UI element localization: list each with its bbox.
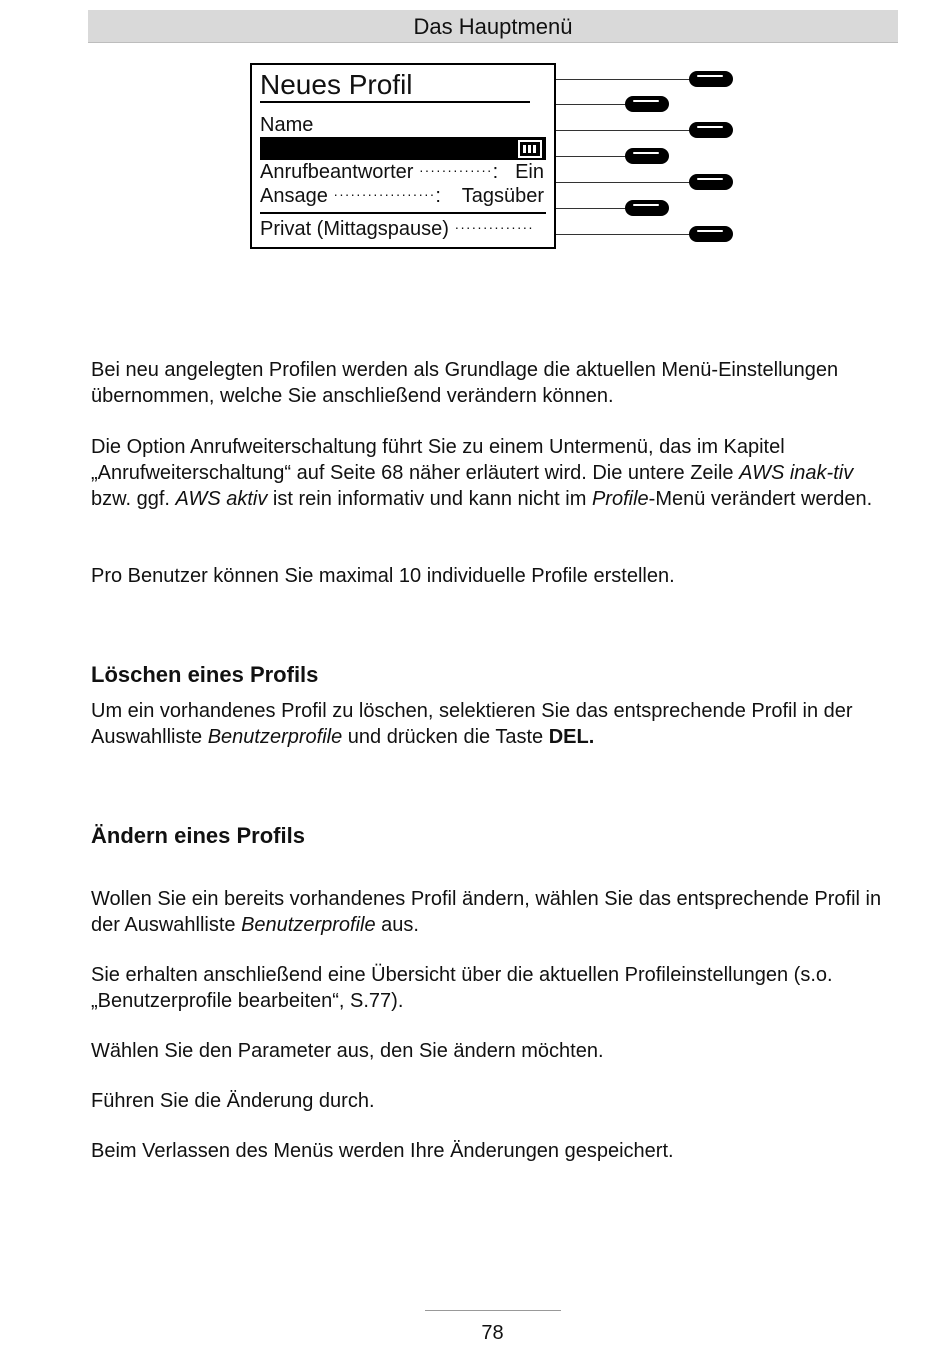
text-span: und drücken die Taste xyxy=(342,726,549,748)
row-leader-dots: ············· xyxy=(418,162,493,178)
paragraph-call-forwarding xyxy=(91,434,891,512)
display-divider xyxy=(260,212,546,214)
row-label: Privat (Mittagspause) xyxy=(260,218,449,240)
softkey-line xyxy=(556,234,690,235)
paragraph-select-parameter: Wählen Sie den Parameter aus, den Sie ändern möchten. xyxy=(91,1040,604,1062)
paragraph-overview: Sie erhalten anschließend eine Übersicht über die aktuellen Profileinstellungen (s.o. „Benutzerprofile bearbeiten“, S.77). xyxy=(91,964,833,1012)
softkey-line xyxy=(556,104,626,105)
paragraph-edit-profile xyxy=(91,886,891,938)
emphasis-aws-inaktiv: AWS inak-tiv xyxy=(739,462,854,484)
emphasis-benutzerprofile: Benutzerprofile xyxy=(241,914,376,936)
text-span: ist rein informativ und kann nicht im xyxy=(267,488,592,510)
row-label: Ansage xyxy=(260,185,328,207)
display-name-input-highlight xyxy=(260,137,546,160)
page-header xyxy=(88,10,898,43)
softkey-line xyxy=(556,182,690,183)
display-title-underline xyxy=(260,101,530,103)
softkey-line xyxy=(556,130,690,131)
row-value: Ein xyxy=(515,161,544,183)
paragraph-new-profiles: Bei neu angelegten Profilen werden als Grundlage die aktuellen Menü-Einstellungen übernommen, welche Sie anschließend verändern können. xyxy=(91,359,839,407)
softkey-5[interactable] xyxy=(689,174,733,190)
softkey-line xyxy=(556,208,626,209)
text-span: Um ein vorhandenes Profil zu löschen, selektieren Sie das entsprechende Profil in der Auswahlliste xyxy=(91,700,853,748)
softkey-3[interactable] xyxy=(689,122,733,138)
header-title: Das Hauptmenü xyxy=(413,14,573,39)
strong-del-key: DEL. xyxy=(548,726,595,748)
paragraph-save-on-exit: Beim Verlassen des Menüs werden Ihre Änderungen gespeichert. xyxy=(91,1140,674,1162)
display-row-privat xyxy=(260,218,544,241)
display-name-label: Name xyxy=(260,114,314,136)
row-separator: : xyxy=(435,185,441,207)
emphasis-benutzerprofile: Benutzerprofile xyxy=(207,726,343,748)
text-span: -Menü verändert werden. xyxy=(648,488,873,510)
lcd-display xyxy=(250,63,556,249)
text-span: Wollen Sie ein bereits vorhandenes Profil ändern, wählen Sie das entsprechende Profil in der Auswahlliste xyxy=(91,888,882,936)
row-label: Anrufbeantworter xyxy=(260,161,414,183)
softkey-line xyxy=(556,79,690,80)
softkey-7[interactable] xyxy=(689,226,733,242)
emphasis-aws-aktiv: AWS aktiv xyxy=(175,488,268,510)
footer-divider xyxy=(425,1310,561,1311)
heading-delete-profile: Löschen eines Profils xyxy=(91,662,319,687)
page-number: 78 xyxy=(481,1322,504,1344)
keyboard-icon xyxy=(518,140,542,158)
softkey-2[interactable] xyxy=(625,96,669,112)
display-row-ansage xyxy=(260,185,544,208)
row-leader-dots: ·············· xyxy=(454,219,534,235)
paragraph-make-change: Führen Sie die Änderung durch. xyxy=(91,1090,375,1112)
row-leader-dots: ·················· xyxy=(333,186,436,202)
emphasis-profile: Profile xyxy=(591,488,649,510)
row-separator: : xyxy=(492,161,499,183)
softkey-4[interactable] xyxy=(625,148,669,164)
softkey-1[interactable] xyxy=(689,71,733,87)
heading-edit-profile: Ändern eines Profils xyxy=(91,823,305,848)
paragraph-max-profiles: Pro Benutzer können Sie maximal 10 individuelle Profile erstellen. xyxy=(91,565,675,587)
softkey-6[interactable] xyxy=(625,200,669,216)
row-value: Tagsüber xyxy=(461,185,544,207)
text-span: aus. xyxy=(375,914,419,936)
softkey-line xyxy=(556,156,626,157)
text-span: Die Option Anrufweiterschaltung führt Sie zu einem Untermenü, das im Kapitel „Anrufweiterschaltung“ auf Seite 68 näher erläutert wird. Die untere Zeile xyxy=(91,436,785,484)
text-span: bzw. ggf. xyxy=(91,488,176,510)
display-row-anrufbeantworter xyxy=(260,161,544,184)
paragraph-delete-profile xyxy=(91,698,891,750)
display-title: Neues Profil xyxy=(260,69,413,100)
